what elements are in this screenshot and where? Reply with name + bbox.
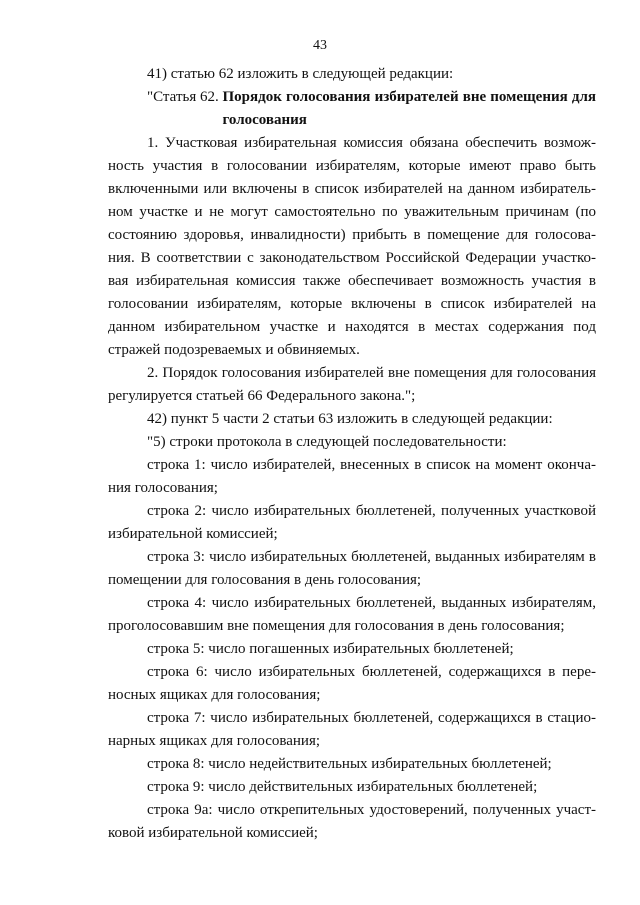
article-title: Порядок голосования избирателей вне помещения для голосования <box>222 89 596 128</box>
article-clause-1: 1. Участковая избирательная комиссия обязана обеспечить возможность участия в голосовании избирателям, которые имеют право быть включенными или включены в список избирателей на данном избирательном участке и не могут самостоятельно по уважительным причинам (по состоянию здоровья, инвалидности) прибыть в помещение для голосования. В соответствии с законодательством Российской Федерации участковая избирательная комиссия также обеспечивает возможность участия в голосовании избирателям, которые включены в список избирателей на данном избирательном участке и находятся в местах содержания под стражей подозреваемых и обвиняемых. <box>108 135 596 358</box>
protocol-line-1: строка 1: число избирателей, внесенных в список на момент окончания голосования; <box>108 457 596 496</box>
protocol-line-7: строка 7: число избирательных бюллетеней, содержащихся в стационарных ящиках для голосования; <box>108 710 596 749</box>
protocol-line-2: строка 2: число избирательных бюллетеней, полученных участковой избирательной комиссией; <box>108 503 596 542</box>
protocol-line-9: строка 9: число действительных избирательных бюллетеней; <box>147 779 538 795</box>
article-clause-2: 2. Порядок голосования избирателей вне помещения для голосования регулируется статьей 66 Федерального закона."; <box>108 365 596 404</box>
article-number: "Статья 62. <box>147 89 223 105</box>
protocol-line-8: строка 8: число недействительных избирательных бюллетеней; <box>147 756 552 772</box>
protocol-line-9a: строка 9а: число открепительных удостоверений, полученных участковой избирательной комиссией; <box>108 802 596 841</box>
protocol-line-5: строка 5: число погашенных избирательных бюллетеней; <box>147 641 514 657</box>
protocol-lines-intro: "5) строки протокола в следующей последовательности: <box>147 434 507 450</box>
protocol-line-4: строка 4: число избирательных бюллетеней, выданных избирателям, проголосовавшим вне помещения для голосования в день голосования; <box>108 595 596 634</box>
document-body <box>108 63 596 845</box>
article-heading <box>147 86 596 132</box>
amendment-item-42: 42) пункт 5 части 2 статьи 63 изложить в следующей редакции: <box>147 411 553 427</box>
page-number: 43 <box>313 38 327 53</box>
protocol-line-6: строка 6: число избирательных бюллетеней, содержащихся в переносных ящиках для голосования; <box>108 664 596 703</box>
amendment-item-41: 41) статью 62 изложить в следующей редакции: <box>147 66 454 82</box>
protocol-line-3: строка 3: число избирательных бюллетеней, выданных избирателям в помещении для голосования в день голосования; <box>108 549 596 588</box>
